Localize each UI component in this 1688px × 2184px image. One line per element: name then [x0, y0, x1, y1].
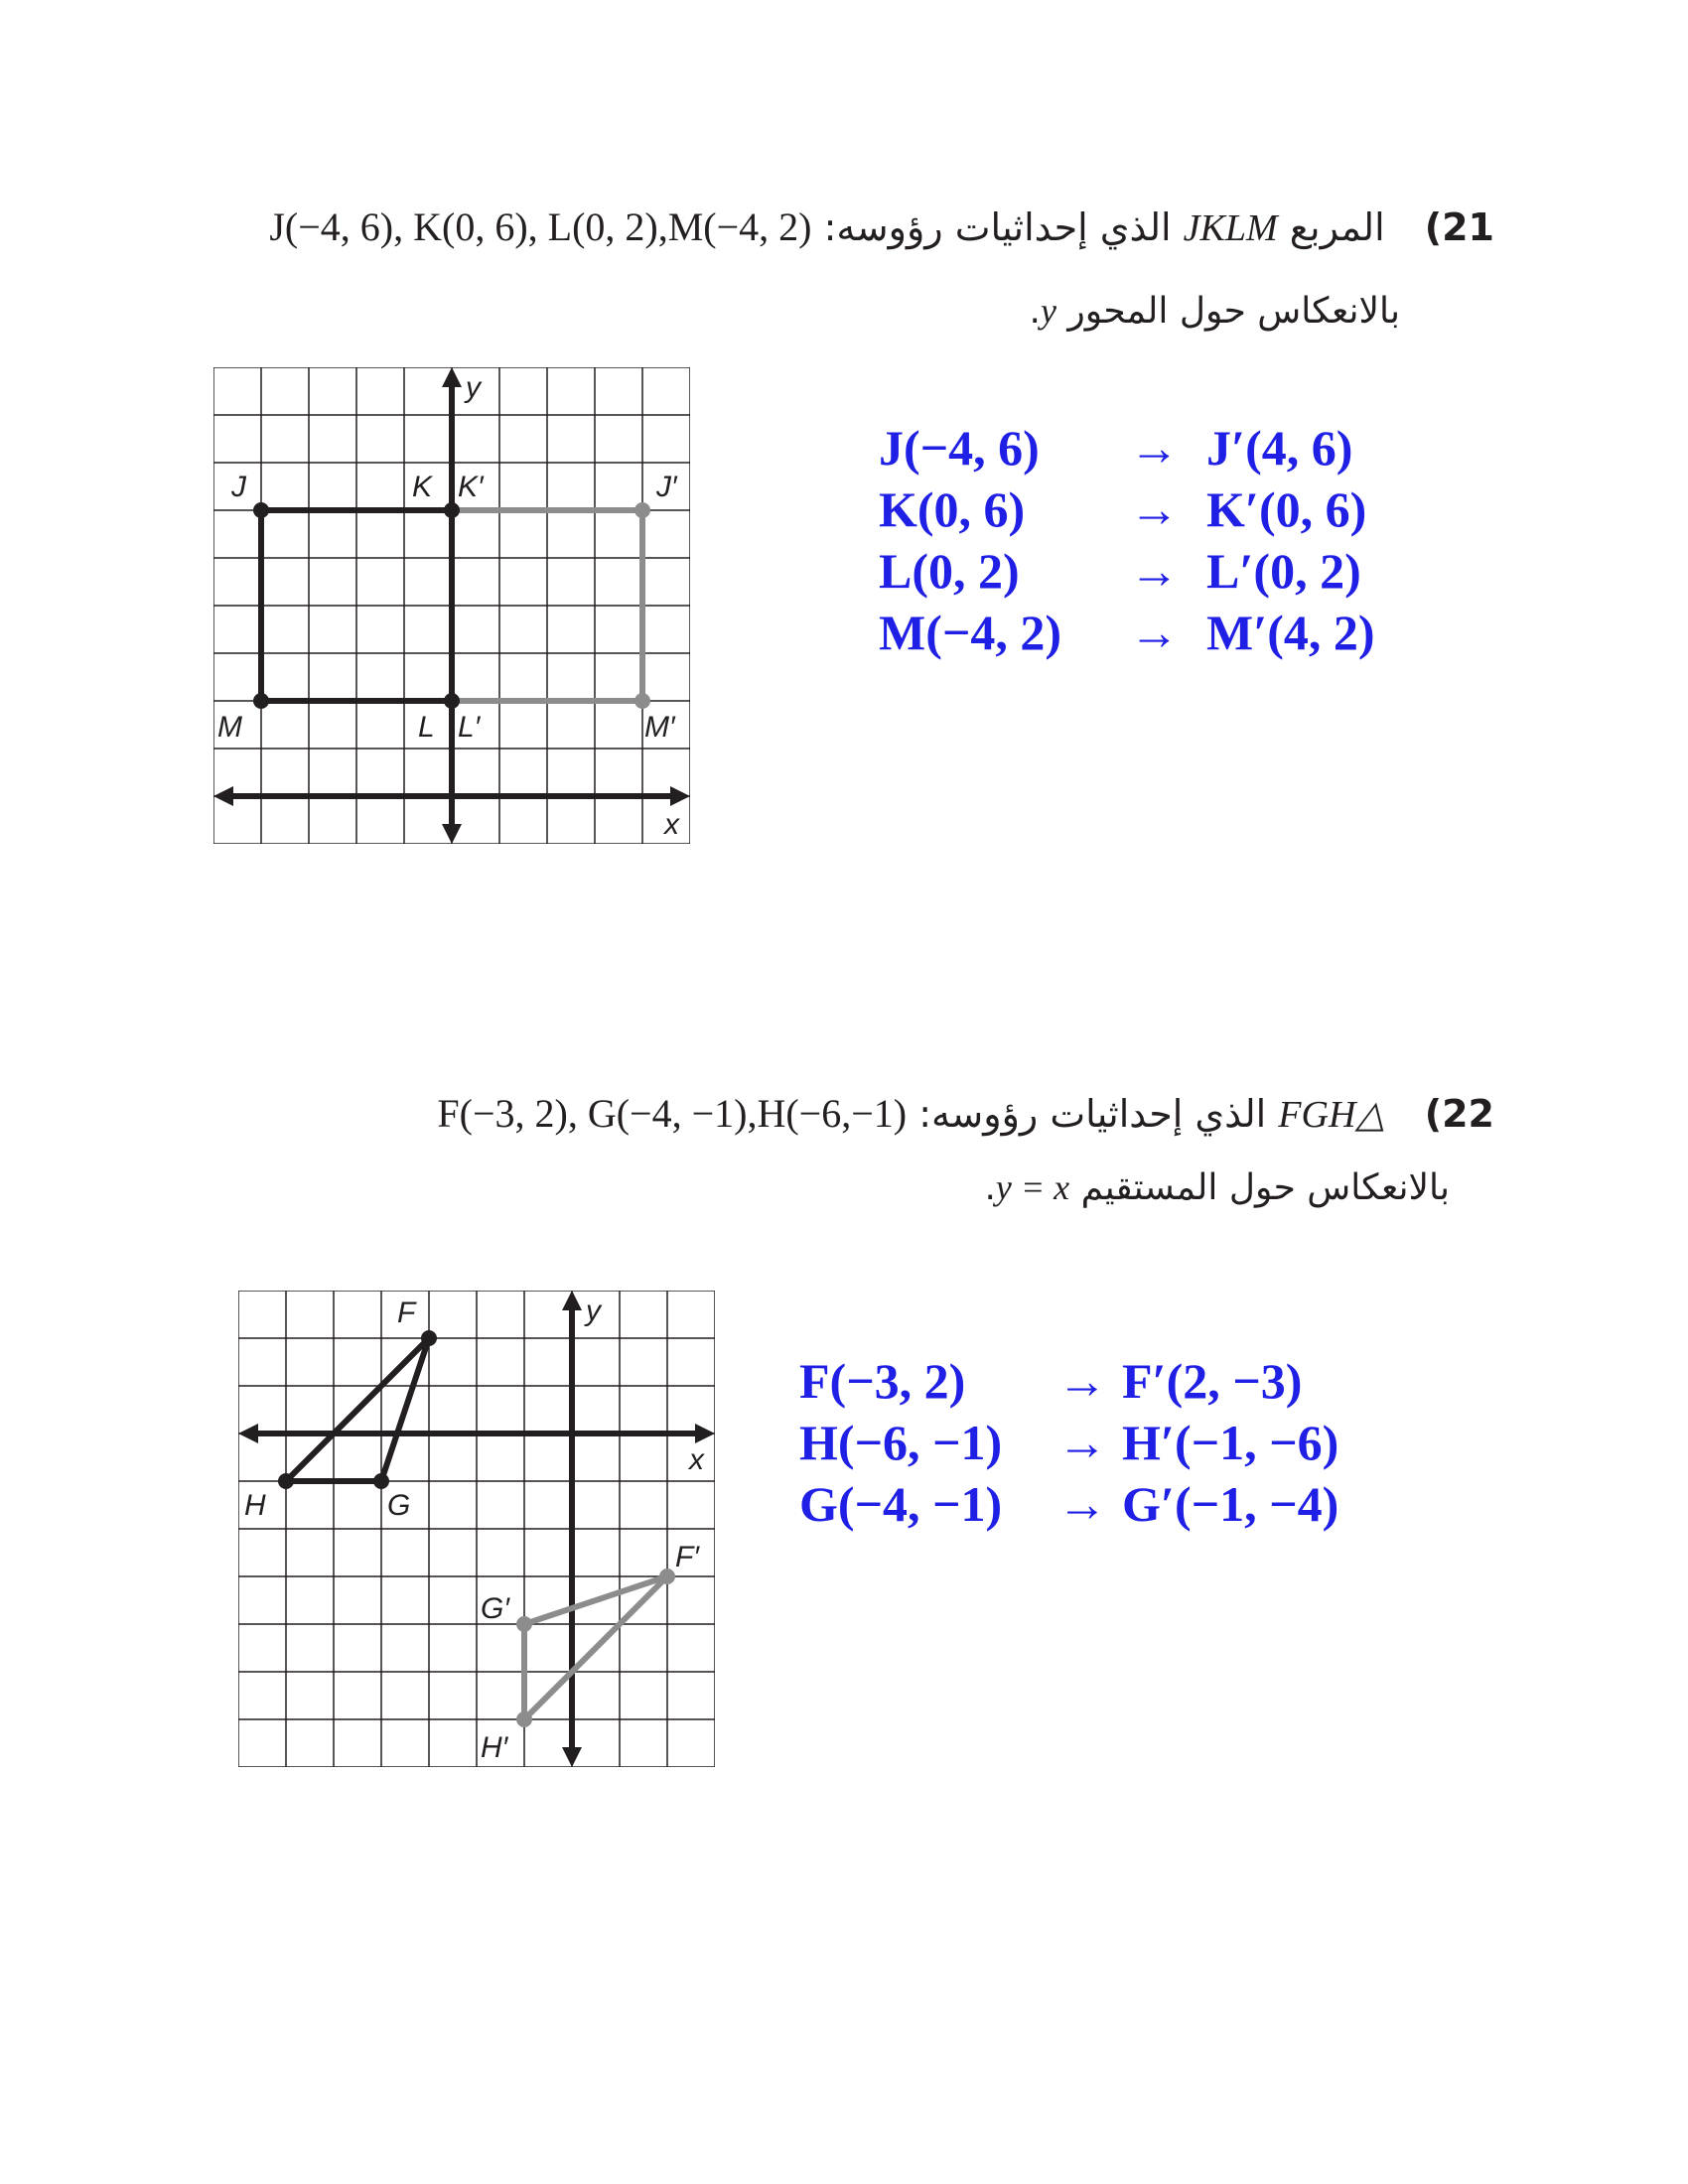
- image-triangle-fgh-prime: [524, 1576, 667, 1719]
- graph22-label-g: G: [387, 1489, 411, 1522]
- answer-image: G′(−1, −4): [1122, 1476, 1339, 1532]
- problem-22-instruction: [984, 1166, 1450, 1208]
- problem-22-text-middle: الذي إحداثيات رؤوسه:: [918, 1092, 1267, 1136]
- problem-22-shape-name: △FGH: [1278, 1094, 1385, 1136]
- problem-21-number: 21): [1424, 205, 1494, 249]
- graph21-x-label: x: [664, 808, 679, 841]
- graph21-label-j-prime: J′: [656, 471, 677, 503]
- graph22-x-label: x: [689, 1443, 704, 1476]
- answer-row: [799, 1350, 1338, 1412]
- answer-row: [799, 1473, 1338, 1535]
- arrow-icon: →: [1057, 1476, 1107, 1532]
- problem-21-graph: [213, 367, 690, 844]
- answer-image: K′(0, 6): [1206, 481, 1367, 537]
- graph21-label-m-prime: M′: [644, 711, 675, 744]
- problem-22-graph: [238, 1291, 715, 1767]
- graph21-label-l: L: [418, 711, 435, 744]
- answer-original: L(0, 2): [879, 543, 1020, 599]
- answer-original: J(−4, 6): [879, 420, 1040, 476]
- answer-row: [799, 1412, 1338, 1473]
- preimage-triangle-fgh: [286, 1338, 429, 1481]
- problem-21-line2-end: .: [1029, 291, 1041, 332]
- problem-21-line2-var: y: [1040, 291, 1056, 331]
- arrow-icon: →: [1129, 543, 1180, 599]
- problem-21-shape-name: JKLM: [1183, 207, 1278, 249]
- graph21-label-k: K: [412, 471, 433, 503]
- answer-image: M′(4, 2): [1206, 605, 1375, 660]
- arrow-icon: →: [1057, 1415, 1107, 1470]
- problem-21-line2-text: بالانعكاس حول المحور: [1067, 291, 1400, 332]
- problem-21-text-middle: الذي إحداثيات رؤوسه:: [823, 205, 1172, 249]
- answer-row: [879, 602, 1375, 663]
- arrow-icon: →: [1129, 420, 1180, 476]
- answer-original: M(−4, 2): [879, 605, 1061, 660]
- graph21-label-l-prime: L′: [458, 711, 481, 744]
- answer-original: H(−6, −1): [799, 1415, 1003, 1470]
- answer-original: K(0, 6): [879, 481, 1026, 537]
- answer-image: L′(0, 2): [1206, 543, 1361, 599]
- answer-row: [879, 540, 1375, 602]
- problem-21-instruction: [1030, 290, 1401, 332]
- graph21-label-m: M: [217, 711, 242, 744]
- graph22-label-f-prime: F′: [675, 1541, 699, 1573]
- problem-22-answers: [799, 1350, 1338, 1535]
- graph22-label-f: F: [397, 1297, 416, 1329]
- problem-22-line2-text: بالانعكاس حول المستقيم: [1080, 1167, 1450, 1208]
- problem-22-number: 22): [1424, 1092, 1494, 1136]
- graph21-label-j: J: [231, 471, 246, 503]
- graph22-label-g-prime: G′: [481, 1592, 509, 1625]
- answer-original: F(−3, 2): [799, 1353, 966, 1409]
- answer-image: F′(2, −3): [1122, 1353, 1303, 1409]
- graph21-label-k-prime: K′: [458, 471, 484, 503]
- graph22-label-h: H: [244, 1489, 266, 1522]
- problem-21-text-before: المربع: [1289, 205, 1385, 249]
- problem-22-line2-eq: y = x: [995, 1167, 1070, 1207]
- problem-22-statement: [437, 1090, 1494, 1137]
- problem-22-coords: F(−3, 2), G(−4, −1),H(−6,−1): [437, 1091, 908, 1136]
- answer-original: G(−4, −1): [799, 1476, 1003, 1532]
- arrow-icon: →: [1129, 481, 1180, 537]
- answer-image: H′(−1, −6): [1122, 1415, 1339, 1470]
- problem-21-coords: J(−4, 6), K(0, 6), L(0, 2),M(−4, 2): [269, 205, 812, 249]
- problem-22-line2-end: .: [984, 1167, 996, 1208]
- arrow-icon: →: [1129, 605, 1180, 660]
- arrow-icon: →: [1057, 1353, 1107, 1409]
- graph22-y-label: y: [586, 1295, 601, 1327]
- problem-21-statement: [269, 204, 1494, 250]
- answer-row: [879, 417, 1375, 478]
- graph21-y-label: y: [466, 371, 481, 404]
- graph22-label-h-prime: H′: [481, 1731, 508, 1764]
- answer-row: [879, 478, 1375, 540]
- problem-21-answers: [879, 417, 1375, 663]
- answer-image: J′(4, 6): [1206, 420, 1353, 476]
